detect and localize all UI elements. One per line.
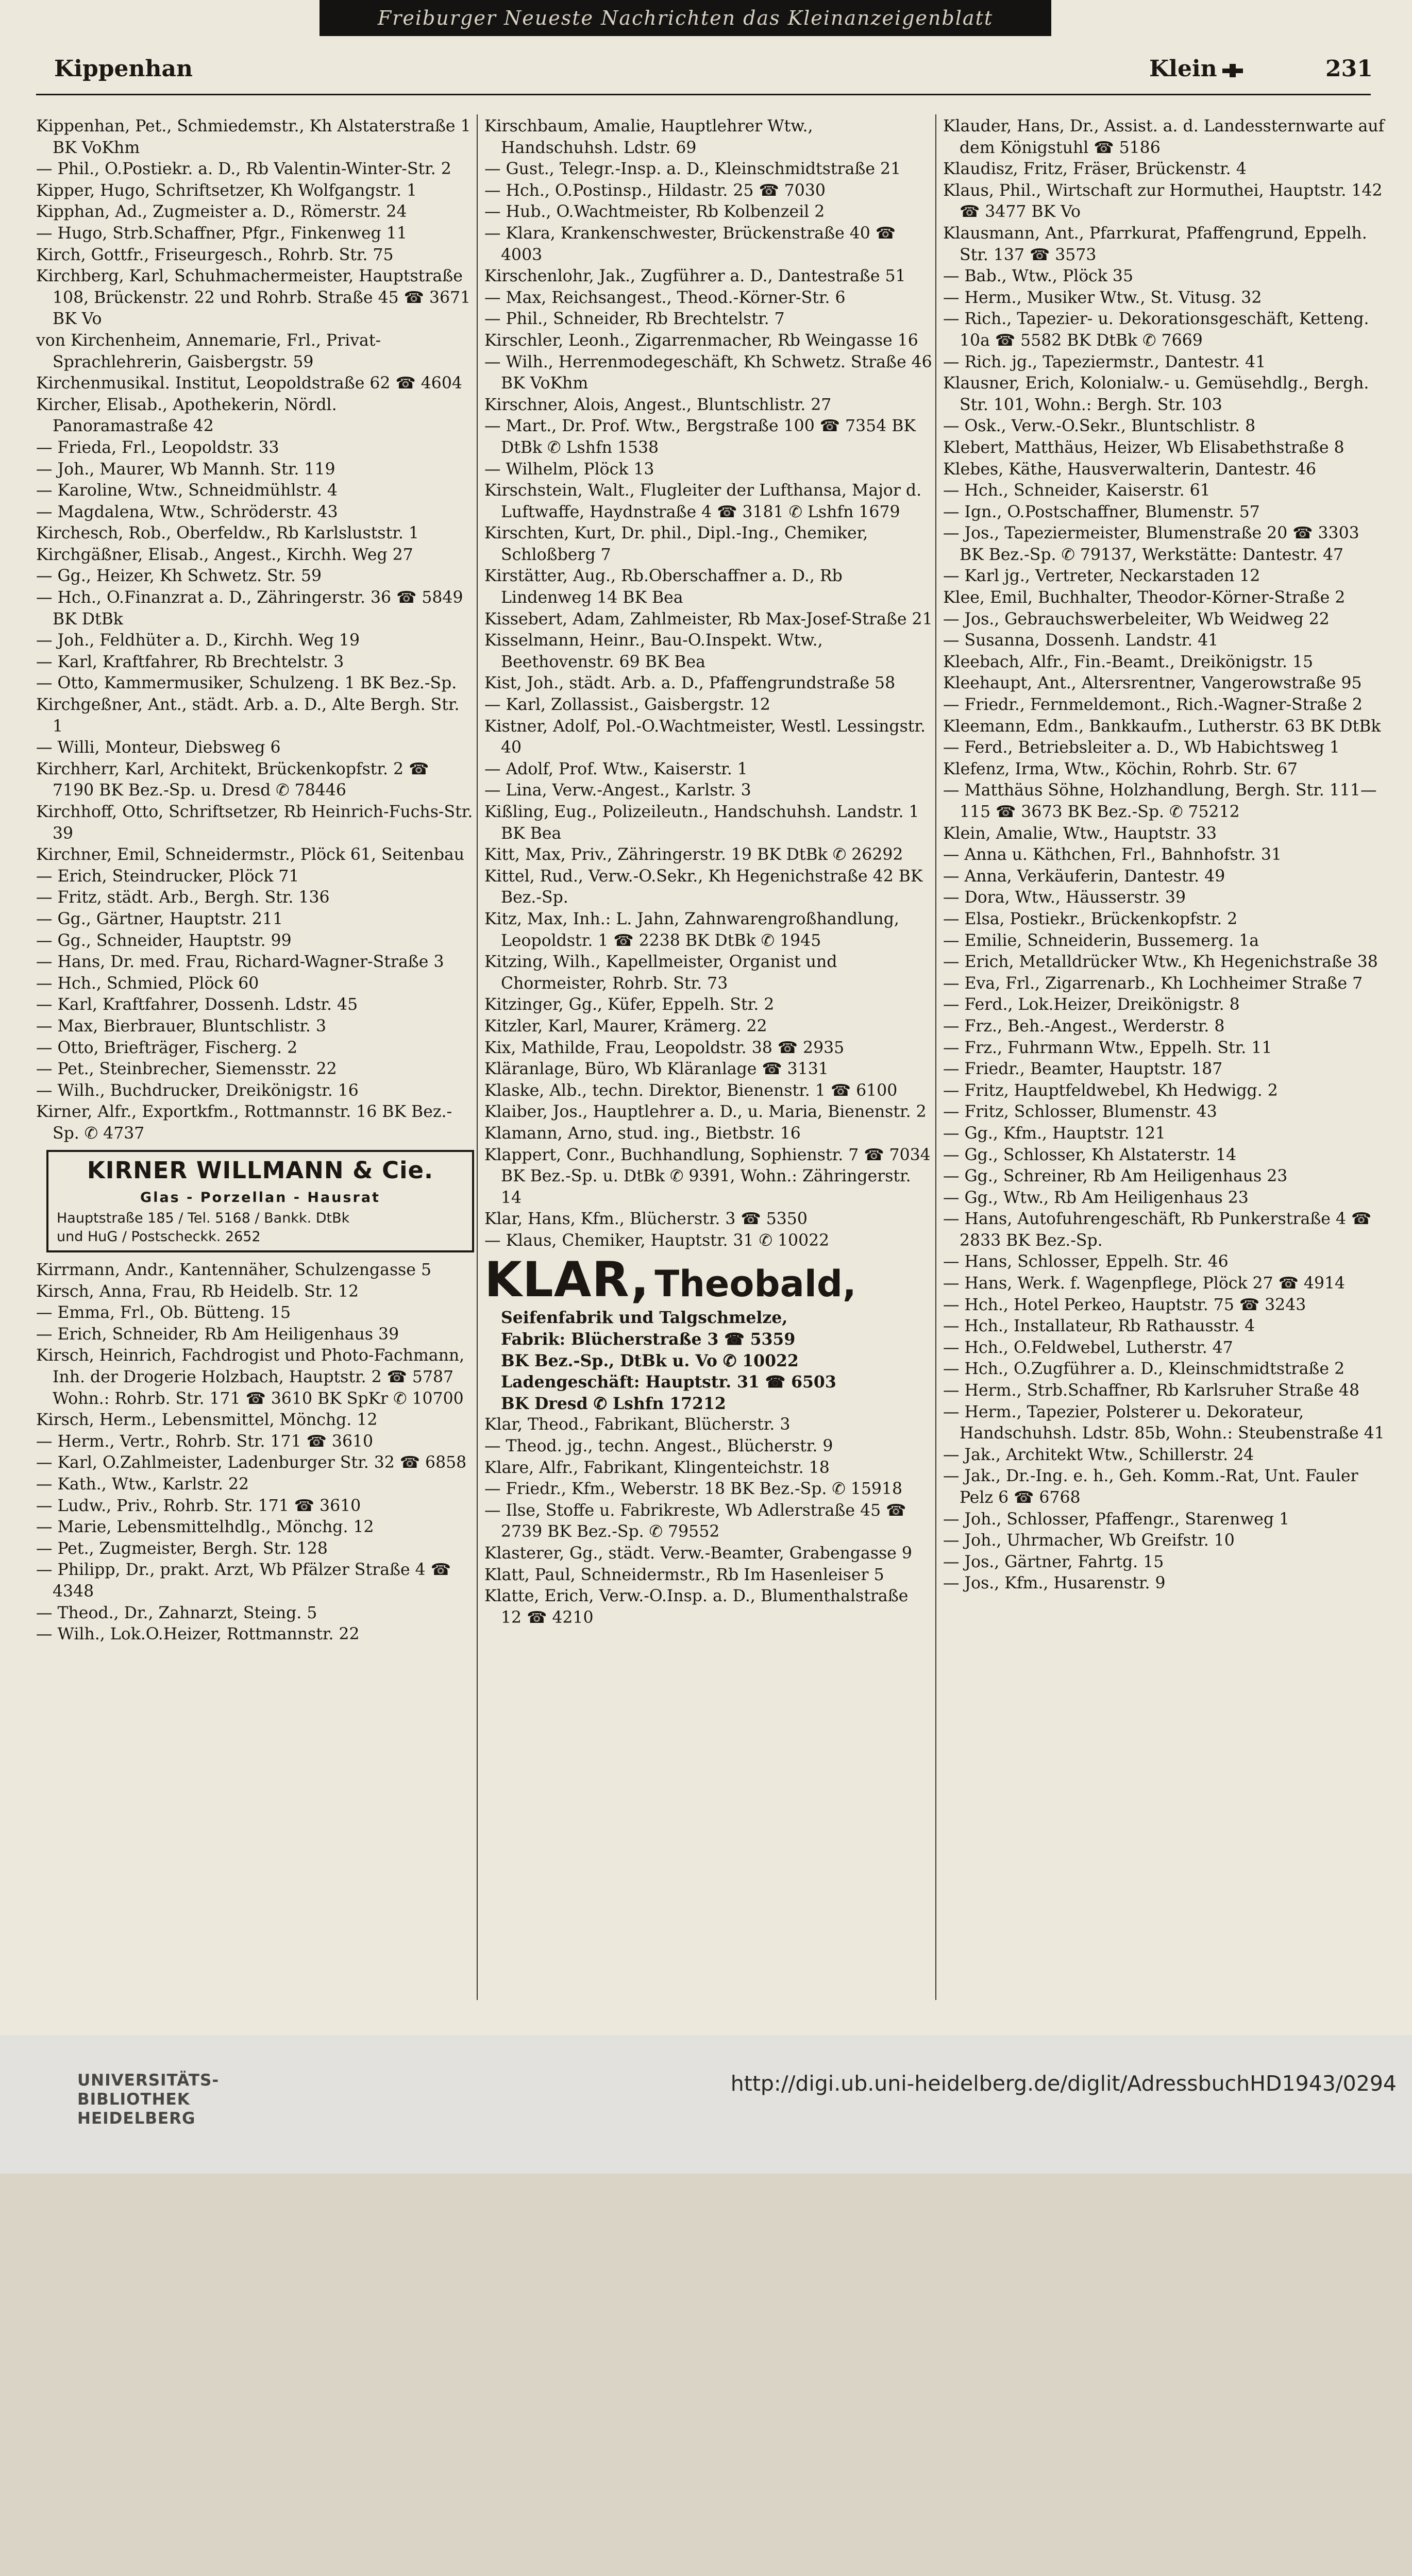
directory-entry: Klar, Theod., Fabrikant, Blücherstr. 3 xyxy=(484,1415,791,1434)
directory-entry: Kleehaupt, Ant., Altersrentner, Vangerowstraße 95 xyxy=(943,674,1362,693)
directory-entry: Klaiber, Jos., Hauptlehrer a. D., u. Maria, Bienenstr. 2 xyxy=(484,1103,927,1122)
directory-entry: — Joh., Schlosser, Pfaffengr., Starenweg 1 xyxy=(943,1510,1290,1529)
directory-entry: — Emilie, Schneiderin, Bussemerg. 1a xyxy=(943,931,1259,950)
directory-entry: — Gg., Wtw., Rb Am Heiligenhaus 23 xyxy=(943,1188,1249,1207)
directory-entry: — Herm., Musiker Wtw., St. Vitusg. 32 xyxy=(943,288,1262,307)
directory-entry: — Hub., O.Wachtmeister, Rb Kolbenzeil 2 xyxy=(484,202,825,222)
directory-entry: — Joh., Feldhüter a. D., Kirchh. Weg 19 xyxy=(36,631,360,650)
klar-detail-line: BK Dresd ✆ Lshfn 17212 xyxy=(501,1394,726,1413)
directory-entry: — Mart., Dr. Prof. Wtw., Bergstraße 100 ☎ 7354 BK DtBk ✆ Lshfn 1538 xyxy=(484,417,916,457)
directory-entry: — Pet., Zugmeister, Bergh. Str. 128 xyxy=(36,1539,328,1558)
directory-entry: Klein, Amalie, Wtw., Hauptstr. 33 xyxy=(943,824,1217,843)
directory-entry: Kirner, Alfr., Exportkfm., Rottmannstr. 16 BK Bez.-Sp. ✆ 4737 xyxy=(36,1103,452,1143)
directory-entry: — Otto, Kammermusiker, Schulzeng. 1 BK Bez.-Sp. xyxy=(36,674,457,693)
directory-entry: — Gg., Gärtner, Hauptstr. 211 xyxy=(36,909,283,928)
page-number: 231 xyxy=(1325,56,1373,82)
running-head-right-text: Klein xyxy=(1149,56,1217,82)
directory-entry: Kistner, Adolf, Pol.-O.Wachtmeister, Westl. Lessingstr. 40 xyxy=(484,717,926,757)
directory-entry: — Fritz, Schlosser, Blumenstr. 43 xyxy=(943,1103,1217,1122)
directory-entry: Kisselmann, Heinr., Bau-O.Inspekt. Wtw., Beethovenstr. 69 BK Bea xyxy=(484,631,823,671)
klar-detail-line: BK Bez.-Sp., DtBk u. Vo ✆ 10022 xyxy=(501,1351,799,1370)
directory-entry: Kleebach, Alfr., Fin.-Beamt., Dreikönigstr. 15 xyxy=(943,652,1314,671)
directory-entry: — Frieda, Frl., Leopoldstr. 33 xyxy=(36,438,279,457)
advertisement-kirner xyxy=(46,1150,474,1253)
directory-entry: Klare, Alfr., Fabrikant, Klingenteichstr. 18 xyxy=(484,1458,830,1477)
running-head-left: Kippenhan xyxy=(54,56,193,82)
library-name-line: UNIVERSITÄTS- xyxy=(77,2071,220,2090)
directory-entry: Kirchherr, Karl, Architekt, Brückenkopfstr. 2 ☎ 7190 BK Bez.-Sp. u. Dresd ✆ 78446 xyxy=(36,759,429,800)
directory-entry: — Karl, Zollassist., Gaisbergstr. 12 xyxy=(484,696,770,715)
directory-entry: — Frz., Beh.-Angest., Werderstr. 8 xyxy=(943,1016,1225,1036)
directory-entry: Kitzing, Wilh., Kapellmeister, Organist und Chormeister, Rohrb. Str. 73 xyxy=(484,953,837,993)
directory-entry: — Herm., Tapezier, Polsterer u. Dekorateur, Handschuhsh. Ldstr. 85b, Wohn.: Steubenstraße 41 xyxy=(943,1402,1385,1443)
directory-entry: — Karl, Kraftfahrer, Dossenh. Ldstr. 45 xyxy=(36,995,358,1014)
directory-entry: — Hch., O.Postinsp., Hildastr. 25 ☎ 7030 xyxy=(484,181,826,200)
running-head-right xyxy=(1149,56,1243,82)
directory-entry: — Wilh., Lok.O.Heizer, Rottmannstr. 22 xyxy=(36,1625,360,1644)
directory-entry: — Pet., Steinbrecher, Siemensstr. 22 xyxy=(36,1060,337,1079)
column-divider xyxy=(477,114,478,2000)
directory-entry: Kitt, Max, Priv., Zähringerstr. 19 BK DtBk ✆ 26292 xyxy=(484,845,903,865)
directory-entry: Kirrmann, Andr., Kantennäher, Schulzengasse 5 xyxy=(36,1261,431,1280)
directory-entry: Kirschler, Leonh., Zigarrenmacher, Rb Weingasse 16 xyxy=(484,331,918,350)
directory-entry: — Gg., Schlosser, Kh Alstaterstr. 14 xyxy=(943,1145,1237,1164)
directory-entry: — Lina, Verw.-Angest., Karlstr. 3 xyxy=(484,781,751,800)
directory-entry: — Phil., O.Postiekr. a. D., Rb Valentin-Winter-Str. 2 xyxy=(36,160,451,179)
klar-given-name: Theobald, xyxy=(654,1263,856,1306)
directory-entry: — Karl, O.Zahlmeister, Ladenburger Str. 32 ☎ 6858 xyxy=(36,1453,467,1472)
directory-entry: Kirschbaum, Amalie, Hauptlehrer Wtw., Handschuhsh. Ldstr. 69 xyxy=(484,117,813,157)
directory-entry: Kirstätter, Aug., Rb.Oberschaffner a. D., Rb Lindenweg 14 BK Bea xyxy=(484,567,843,607)
directory-entry: — Osk., Verw.-O.Sekr., Bluntschlistr. 8 xyxy=(943,417,1256,436)
directory-entry: Kipphan, Ad., Zugmeister a. D., Römerstr. 24 xyxy=(36,202,407,222)
directory-entry: Kissebert, Adam, Zahlmeister, Rb Max-Josef-Straße 21 xyxy=(484,609,933,629)
directory-entry: — Hans, Autofuhrengeschäft, Rb Punkerstraße 4 ☎ 2833 BK Bez.-Sp. xyxy=(943,1210,1372,1250)
directory-entry: Kißling, Eug., Polizeileutn., Handschuhsh. Landstr. 1 BK Bea xyxy=(484,803,919,843)
directory-entry: — Hans, Schlosser, Eppelh. Str. 46 xyxy=(943,1252,1229,1272)
directory-entry: — Wilh., Herrenmodegeschäft, Kh Schwetz. Straße 46 BK VoKhm xyxy=(484,352,932,393)
directory-entry: Kitzler, Karl, Maurer, Krämerg. 22 xyxy=(484,1016,767,1036)
directory-entry: — Frz., Fuhrmann Wtw., Eppelh. Str. 11 xyxy=(943,1038,1272,1057)
column-2 xyxy=(484,116,933,1629)
directory-entry: Kirschner, Alois, Angest., Bluntschlistr. 27 xyxy=(484,395,832,414)
directory-entry: — Max, Bierbrauer, Bluntschlistr. 3 xyxy=(36,1016,327,1036)
library-name-line: HEIDELBERG xyxy=(77,2109,196,2128)
directory-entry: Klauder, Hans, Dr., Assist. a. d. Landessternwarte auf dem Königstuhl ☎ 5186 xyxy=(943,117,1385,157)
directory-entry: — Hch., O.Feldwebel, Lutherstr. 47 xyxy=(943,1338,1233,1357)
directory-entry: Klappert, Conr., Buchhandlung, Sophienstr. 7 ☎ 7034 BK Bez.-Sp. u. DtBk ✆ 9391, Wohn.: Zähringerstr. 14 xyxy=(484,1145,931,1207)
directory-entry: Kläranlage, Büro, Wb Kläranlage ☎ 3131 xyxy=(484,1060,829,1079)
ad-subtitle: Glas - Porzellan - Hausrat xyxy=(140,1189,380,1206)
directory-entry: Klefenz, Irma, Wtw., Köchin, Rohrb. Str. 67 xyxy=(943,759,1298,778)
directory-entry: Kist, Joh., städt. Arb. a. D., Pfaffengrundstraße 58 xyxy=(484,674,896,693)
directory-entry: — Hch., O.Finanzrat a. D., Zähringerstr. 36 ☎ 5849 BK DtBk xyxy=(36,588,463,629)
directory-entry: Kirchgäßner, Elisab., Angest., Kirchh. Weg 27 xyxy=(36,545,413,564)
directory-entry: Kirchgeßner, Ant., städt. Arb. a. D., Alte Bergh. Str. 1 xyxy=(36,696,460,736)
directory-entry: — Wilhelm, Plöck 13 xyxy=(484,460,654,479)
column-1-entries xyxy=(36,116,474,1145)
directory-entry: — Jak., Architekt Wtw., Schillerstr. 24 xyxy=(943,1445,1254,1464)
klar-detail-line: Fabrik: Blücherstraße 3 ☎ 5359 xyxy=(501,1330,796,1349)
directory-entry: Klaus, Phil., Wirtschaft zur Hormuthei, Hauptstr. 142 ☎ 3477 BK Vo xyxy=(943,181,1383,222)
directory-entry: — Kath., Wtw., Karlstr. 22 xyxy=(36,1475,249,1494)
directory-entry: — Anna, Verkäuferin, Dantestr. 49 xyxy=(943,867,1225,886)
column-1-entries-continued xyxy=(36,1260,474,1646)
directory-entry: — Otto, Briefträger, Fischerg. 2 xyxy=(36,1038,298,1057)
directory-entry: Kirsch, Herm., Lebensmittel, Mönchg. 12 xyxy=(36,1411,378,1430)
directory-entry: — Friedr., Fernmeldemont., Rich.-Wagner-Straße 2 xyxy=(943,696,1363,715)
directory-entry: — Gg., Schreiner, Rb Am Heiligenhaus 23 xyxy=(943,1167,1288,1186)
header-rule xyxy=(36,94,1371,95)
directory-entry: — Dora, Wtw., Häusserstr. 39 xyxy=(943,888,1186,907)
directory-entry: Klee, Emil, Buchhalter, Theodor-Körner-Straße 2 xyxy=(943,588,1346,607)
directory-entry: — Karl jg., Vertreter, Neckarstaden 12 xyxy=(943,567,1260,586)
directory-entry: Kirschstein, Walt., Flugleiter der Lufthansa, Major d. Luftwaffe, Haydnstraße 4 ☎ 3181 ✆ Lshfn 1679 xyxy=(484,481,922,521)
ad-line: und HuG / Postscheckk. 2652 xyxy=(57,1229,261,1245)
directory-entry: — Hans, Dr. med. Frau, Richard-Wagner-Straße 3 xyxy=(36,953,444,972)
directory-entry: — Fritz, Hauptfeldwebel, Kh Hedwigg. 2 xyxy=(943,1081,1278,1100)
column-2-entries xyxy=(484,116,933,1251)
directory-entry: Kircher, Elisab., Apothekerin, Nördl. Panoramastraße 42 xyxy=(36,395,337,436)
directory-entry: — Joh., Maurer, Wb Mannh. Str. 119 xyxy=(36,460,335,479)
directory-entry: Kirchenmusikal. Institut, Leopoldstraße 62 ☎ 4604 xyxy=(36,374,462,393)
directory-entry: — Ludw., Priv., Rohrb. Str. 171 ☎ 3610 xyxy=(36,1496,361,1515)
directory-entry: — Jak., Dr.-Ing. e. h., Geh. Komm.-Rat, Unt. Fauler Pelz 6 ☎ 6768 xyxy=(943,1467,1358,1507)
directory-entry: — Hch., Schneider, Kaiserstr. 61 xyxy=(943,481,1211,500)
directory-entry: — Herm., Strb.Schaffner, Rb Karlsruher Straße 48 xyxy=(943,1381,1359,1400)
directory-entry: — Gg., Schneider, Hauptstr. 99 xyxy=(36,931,292,950)
klar-details xyxy=(484,1307,933,1414)
directory-entry: — Theod., Dr., Zahnarzt, Steing. 5 xyxy=(36,1603,317,1622)
directory-entry: — Magdalena, Wtw., Schröderstr. 43 xyxy=(36,502,338,521)
directory-entry: — Ferd., Betriebsleiter a. D., Wb Habichtsweg 1 xyxy=(943,738,1340,757)
directory-entry: — Bab., Wtw., Plöck 35 xyxy=(943,267,1134,286)
directory-entry: — Hch., Hotel Perkeo, Hauptstr. 75 ☎ 3243 xyxy=(943,1295,1306,1314)
directory-entry: — Eva, Frl., Zigarrenarb., Kh Lochheimer Straße 7 xyxy=(943,974,1363,993)
directory-entry: Klebert, Matthäus, Heizer, Wb Elisabethstraße 8 xyxy=(943,438,1344,457)
directory-entry: — Gg., Heizer, Kh Schwetz. Str. 59 xyxy=(36,567,322,586)
directory-entry: — Friedr., Beamter, Hauptstr. 187 xyxy=(943,1060,1223,1079)
klar-name: KLAR, xyxy=(484,1252,650,1309)
directory-entry: Kirchner, Emil, Schneidermstr., Plöck 61, Seitenbau xyxy=(36,845,465,865)
directory-entry: — Jos., Tapeziermeister, Blumenstraße 20 ☎ 3303 BK Bez.-Sp. ✆ 79137, Werkstätte: Dantestr. 47 xyxy=(943,524,1359,564)
directory-entry: Klatt, Paul, Schneidermstr., Rb Im Hasenleiser 5 xyxy=(484,1565,884,1584)
directory-entry: Klausmann, Ant., Pfarrkurat, Pfaffengrund, Eppelh. Str. 137 ☎ 3573 xyxy=(943,224,1367,264)
directory-entry: — Klaus, Chemiker, Hauptstr. 31 ✆ 10022 xyxy=(484,1231,830,1250)
directory-entry: — Ilse, Stoffe u. Fabrikreste, Wb Adlerstraße 45 ☎ 2739 BK Bez.-Sp. ✆ 79552 xyxy=(484,1501,906,1541)
directory-entry: Klasterer, Gg., städt. Verw.-Beamter, Grabengasse 9 xyxy=(484,1544,912,1563)
directory-entry: — Phil., Schneider, Rb Brechtelstr. 7 xyxy=(484,310,785,329)
directory-entry: — Hugo, Strb.Schaffner, Pfgr., Finkenweg 11 xyxy=(36,224,407,243)
directory-entry: — Max, Reichsangest., Theod.-Körner-Str. 6 xyxy=(484,288,846,307)
directory-entry: Kix, Mathilde, Frau, Leopoldstr. 38 ☎ 2935 xyxy=(484,1038,845,1057)
directory-entry: — Hch., Schmied, Plöck 60 xyxy=(36,974,259,993)
directory-entry: — Jos., Gärtner, Fahrtg. 15 xyxy=(943,1552,1164,1571)
directory-entry: — Willi, Monteur, Diebsweg 6 xyxy=(36,738,281,757)
directory-entry: — Theod. jg., techn. Angest., Blücherstr. 9 xyxy=(484,1437,833,1456)
library-name-line: BIBLIOTHEK xyxy=(77,2090,190,2109)
directory-entry: — Karl, Kraftfahrer, Rb Brechtelstr. 3 xyxy=(36,652,344,671)
directory-entry: — Wilh., Buchdrucker, Dreikönigstr. 16 xyxy=(36,1081,359,1100)
ad-line: Hauptstraße 185 / Tel. 5168 / Bankk. DtBk xyxy=(57,1210,350,1227)
directory-entry: — Joh., Uhrmacher, Wb Greifstr. 10 xyxy=(943,1531,1235,1550)
column-1 xyxy=(36,116,474,1646)
directory-entry: — Gust., Telegr.-Insp. a. D., Kleinschmidtstraße 21 xyxy=(484,160,901,179)
directory-entry: Klaske, Alb., techn. Direktor, Bienenstr. 1 ☎ 6100 xyxy=(484,1081,898,1100)
directory-entry: — Rich., Tapezier- u. Dekorationsgeschäft, Ketteng. 10a ☎ 5582 BK DtBk ✆ 7669 xyxy=(943,310,1369,350)
directory-entry: Kleemann, Edm., Bankkaufm., Lutherstr. 63 BK DtBk xyxy=(943,717,1381,736)
directory-entry: Klatte, Erich, Verw.-O.Insp. a. D., Blumenthalstraße 12 ☎ 4210 xyxy=(484,1587,909,1627)
directory-entry: Kirchberg, Karl, Schuhmachermeister, Hauptstraße 108, Brückenstr. 22 und Rohrb. Straße 45 ☎ 3671 BK Vo xyxy=(36,267,471,329)
directory-entry: — Elsa, Postiekr., Brückenkopfstr. 2 xyxy=(943,909,1238,928)
column-3 xyxy=(943,116,1386,1595)
library-name[interactable] xyxy=(77,2071,219,2128)
directory-entry: Kipper, Hugo, Schriftsetzer, Kh Wolfgangstr. 1 xyxy=(36,181,417,200)
directory-entry: — Marie, Lebensmittelhdlg., Mönchg. 12 xyxy=(36,1518,374,1537)
directory-entry: — Matthäus Söhne, Holzhandlung, Bergh. Str. 111—115 ☎ 3673 BK Bez.-Sp. ✆ 75212 xyxy=(943,781,1377,821)
directory-entry: Klausner, Erich, Kolonialw.- u. Gemüsehdlg., Bergh. Str. 101, Wohn.: Bergh. Str. 103 xyxy=(943,374,1369,414)
column-divider xyxy=(935,114,936,2000)
directory-entry: — Jos., Kfm., Husarenstr. 9 xyxy=(943,1574,1166,1593)
directory-entry: — Hch., Installateur, Rb Rathausstr. 4 xyxy=(943,1317,1255,1336)
ad-title: KIRNER WILLMANN & Cie. xyxy=(87,1156,434,1184)
directory-entry: Kirschenlohr, Jak., Zugführer a. D., Dantestraße 51 xyxy=(484,267,906,286)
directory-entry: Kirschten, Kurt, Dr. phil., Dipl.-Ing., Chemiker, Schloßberg 7 xyxy=(484,524,868,564)
directory-entry: — Ferd., Lok.Heizer, Dreikönigstr. 8 xyxy=(943,995,1240,1014)
directory-entry: — Friedr., Kfm., Weberstr. 18 BK Bez.-Sp. ✆ 15918 xyxy=(484,1480,903,1499)
directory-entry: — Gg., Kfm., Hauptstr. 121 xyxy=(943,1124,1166,1143)
directory-entry: — Philipp, Dr., prakt. Arzt, Wb Pfälzer Straße 4 ☎ 4348 xyxy=(36,1561,451,1601)
directory-entry: — Susanna, Dossenh. Landstr. 41 xyxy=(943,631,1219,650)
directory-entry: — Fritz, städt. Arb., Bergh. Str. 136 xyxy=(36,888,330,907)
page-banner: Freiburger Neueste Nachrichten das Kleinanzeigenblatt xyxy=(320,0,1051,36)
directory-entry: Kippenhan, Pet., Schmiedemstr., Kh Alstaterstraße 1 BK VoKhm xyxy=(36,117,471,157)
directory-entry: — Erich, Metalldrücker Wtw., Kh Hegenichstraße 38 xyxy=(943,953,1378,972)
directory-entry: — Klara, Krankenschwester, Brückenstraße 40 ☎ 4003 xyxy=(484,224,896,264)
directory-entry: — Herm., Vertr., Rohrb. Str. 171 ☎ 3610 xyxy=(36,1432,374,1451)
directory-entry: Kirchesch, Rob., Oberfeldw., Rb Karlsluststr. 1 xyxy=(36,524,419,543)
directory-entry: — Jos., Gebrauchswerbeleiter, Wb Weidweg 22 xyxy=(943,609,1330,629)
telephone-bar-icon xyxy=(1222,64,1243,77)
directory-entry: — Adolf, Prof. Wtw., Kaiserstr. 1 xyxy=(484,759,748,778)
directory-entry: — Ign., O.Postschaffner, Blumenstr. 57 xyxy=(943,502,1260,521)
klar-detail-line: Seifenfabrik und Talgschmelze, xyxy=(501,1308,788,1328)
directory-entry: Kirch, Gottfr., Friseurgesch., Rohrb. Str. 75 xyxy=(36,245,394,264)
directory-entry: Kitz, Max, Inh.: L. Jahn, Zahnwarengroßhandlung, Leopoldstr. 1 ☎ 2238 BK DtBk ✆ 1945 xyxy=(484,909,899,950)
directory-entry: — Hch., O.Zugführer a. D., Kleinschmidtstraße 2 xyxy=(943,1360,1345,1379)
directory-entry: Klaudisz, Fritz, Fräser, Brückenstr. 4 xyxy=(943,160,1247,179)
source-url-link[interactable]: http://digi.ub.uni-heidelberg.de/diglit/AdressbuchHD1943/0294 xyxy=(730,2071,1397,2096)
directory-entry: — Rich. jg., Tapeziermstr., Dantestr. 41 xyxy=(943,352,1266,371)
directory-entry: — Erich, Steindrucker, Plöck 71 xyxy=(36,867,299,886)
column-3-entries xyxy=(943,116,1386,1595)
directory-entry: — Emma, Frl., Ob. Bütteng. 15 xyxy=(36,1303,291,1323)
directory-entry: Kitzinger, Gg., Küfer, Eppelh. Str. 2 xyxy=(484,995,775,1014)
directory-entry: Klebes, Käthe, Hausverwalterin, Dantestr. 46 xyxy=(943,460,1317,479)
column-2-entries-continued xyxy=(484,1414,933,1629)
advertisement-klar xyxy=(484,1252,933,1309)
directory-entry: — Anna u. Käthchen, Frl., Bahnhofstr. 31 xyxy=(943,845,1282,865)
directory-entry: Kirchhoff, Otto, Schriftsetzer, Rb Heinrich-Fuchs-Str. 39 xyxy=(36,803,473,843)
directory-entry: — Hans, Werk. f. Wagenpflege, Plöck 27 ☎ 4914 xyxy=(943,1274,1346,1293)
directory-entry: von Kirchenheim, Annemarie, Frl., Privat-Sprachlehrerin, Gaisbergstr. 59 xyxy=(36,331,381,371)
directory-entry: — Karoline, Wtw., Schneidmühlstr. 4 xyxy=(36,481,338,500)
directory-entry: Klar, Hans, Kfm., Blücherstr. 3 ☎ 5350 xyxy=(484,1210,808,1229)
directory-entry: Kirsch, Anna, Frau, Rb Heidelb. Str. 12 xyxy=(36,1282,359,1301)
directory-entry: Klamann, Arno, stud. ing., Bietbstr. 16 xyxy=(484,1124,801,1143)
klar-detail-line: Ladengeschäft: Hauptstr. 31 ☎ 6503 xyxy=(501,1372,836,1392)
directory-entry: Kirsch, Heinrich, Fachdrogist und Photo-Fachmann, Inh. der Drogerie Holzbach, Hauptstr. 2 ☎ 5787 Wohn.: Rohrb. Str. 171 ☎ 3610 BK SpKr ✆ 10700 xyxy=(36,1346,465,1408)
directory-entry: — Erich, Schneider, Rb Am Heiligenhaus 39 xyxy=(36,1325,399,1344)
directory-entry: Kittel, Rud., Verw.-O.Sekr., Kh Hegenichstraße 42 BK Bez.-Sp. xyxy=(484,867,923,907)
